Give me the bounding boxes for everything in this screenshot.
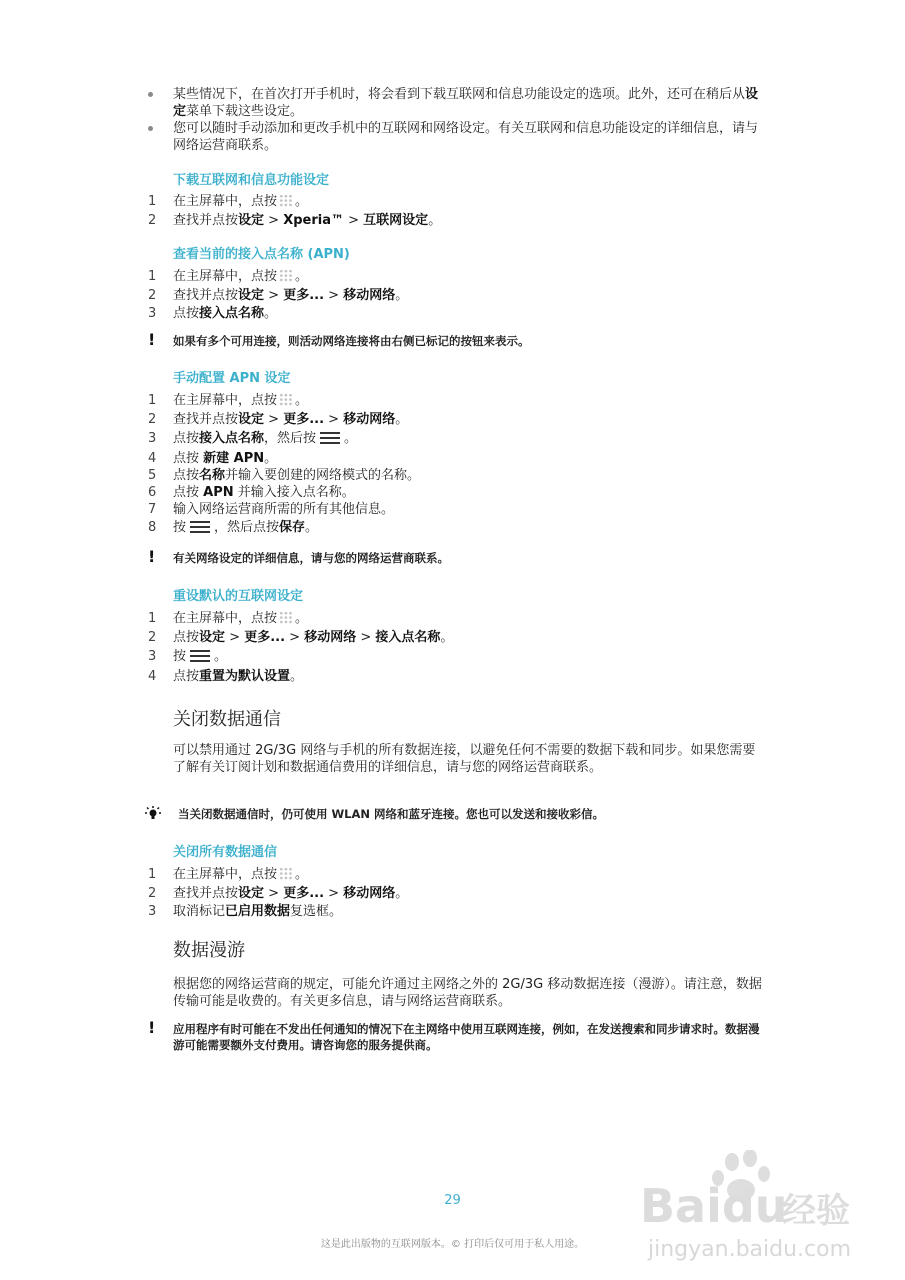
bold-term: 更多... <box>283 412 325 427</box>
step-item: 3 点按接入点名称，然后按 。 <box>148 431 358 446</box>
step-item: 1 在主屏幕中，点按 。 <box>148 867 309 882</box>
warning-icon: ! <box>148 330 156 349</box>
step-text: 。 <box>395 412 409 427</box>
step-text: 。 <box>295 393 309 408</box>
step-item: 1 在主屏幕中，点按 。 <box>148 194 309 209</box>
step-text: 。 <box>264 451 278 466</box>
step-item: 2 查找并点按设定 > Xperia™ > 互联网设定。 <box>148 213 442 228</box>
step-item: 3 按 。 <box>148 649 228 664</box>
step-item: 2 查找并点按设定 > 更多... > 移动网络。 <box>148 886 409 901</box>
step-item: 6 点按 APN 并输入接入点名称。 <box>148 485 355 500</box>
bold-term: 新建 APN <box>203 451 265 466</box>
step-text: 点按 <box>173 630 200 645</box>
paragraph: 可以禁用通过 2G/3G 网络与手机的所有数据连接，以避免任何不需要的数据下载和同步。如果您需要了解有关订阅计划和数据通信费用的详细信息，请与您的网络运营商联系。 <box>173 743 756 775</box>
step-text: 在主屏幕中，点按 <box>173 867 278 882</box>
warning-note <box>148 330 763 349</box>
bullet-text: 某些情况下，在首次打开手机时，将会看到下载互联网和信息功能设定的选项。此外，还可在稍后从 <box>173 87 746 102</box>
step-text: 输入网络运营商所需的所有其他信息。 <box>173 502 395 517</box>
step-text: 点按 <box>173 669 200 684</box>
menu-icon <box>190 520 210 534</box>
watermark-brand-cn: 经验 <box>782 1191 850 1231</box>
step-item: 3 点按接入点名称。 <box>148 306 278 321</box>
bold-term: 移动网络 <box>343 288 396 303</box>
bold-term: 更多... <box>283 288 325 303</box>
step-text: ，然后按 <box>264 431 317 446</box>
footer-note: 这是此出版物的互联网版本。© 打印后仅可用于私人用途。 <box>320 1239 585 1250</box>
separator: > <box>264 213 284 228</box>
bold-term: 保存 <box>279 520 306 535</box>
step-text: 。 <box>295 611 309 626</box>
note-text: 应用程序有时可能在不发出任何通知的情况下在主网络中使用互联网连接，例如，在发送搜索和同步请求时。数据漫游可能需要额外支付费用。请咨询您的服务提供商。 <box>173 1022 760 1052</box>
bold-term: 设定 <box>199 630 226 645</box>
step-text: 查找并点按 <box>173 412 239 427</box>
bold-term: 名称 <box>199 468 226 483</box>
separator: > <box>264 886 284 901</box>
page-number: 29 <box>444 1193 461 1208</box>
apps-grid-icon <box>279 194 293 207</box>
step-text: 。 <box>295 867 309 882</box>
step-item: 1 在主屏幕中，点按 。 <box>148 393 309 408</box>
step-text: 在主屏幕中，点按 <box>173 194 278 209</box>
bullet-text: 您可以随时手动添加和更改手机中的互联网和网络设定。有关互联网和信息功能设定的详细信息，请与网络运营商联系。 <box>173 121 759 153</box>
bold-term: 移动网络 <box>343 886 396 901</box>
note-text: 当关闭数据通信时，仍可使用 WLAN 网络和蓝牙连接。您也可以发送和接收彩信。 <box>178 807 605 821</box>
step-item: 3 取消标记已启用数据复选框。 <box>148 904 343 919</box>
apps-grid-icon <box>279 611 293 624</box>
step-text: 并输入要创建的网络模式的名称。 <box>225 468 421 483</box>
step-text: 。 <box>395 288 409 303</box>
bold-term: 接入点名称 <box>199 431 265 446</box>
warning-icon: ! <box>148 1018 156 1037</box>
separator: > <box>324 288 344 303</box>
step-item: 2 查找并点按设定 > 更多... > 移动网络。 <box>148 288 409 303</box>
step-text: 点按 <box>173 451 204 466</box>
separator: > <box>344 213 364 228</box>
step-text: ，然后点按 <box>214 520 280 535</box>
apps-grid-icon <box>279 867 293 880</box>
step-item: 4 点按重置为默认设置。 <box>148 669 304 684</box>
note-text: 如果有多个可用连接，则活动网络连接将由右侧已标记的按钮来表示。 <box>173 334 530 348</box>
bullet-text: 菜单下载这些设定。 <box>186 104 304 119</box>
step-item: 4 点按 新建 APN。 <box>148 451 278 466</box>
apps-grid-icon <box>279 269 293 282</box>
step-text: 。 <box>290 669 304 684</box>
step-text: 。 <box>344 431 358 446</box>
step-text: 查找并点按 <box>173 886 239 901</box>
step-text: 在主屏幕中，点按 <box>173 269 278 284</box>
bold-term: 更多... <box>283 886 325 901</box>
step-item: 7 输入网络运营商所需的所有其他信息。 <box>148 501 763 518</box>
note-text: 有关网络设定的详细信息，请与您的网络运营商联系。 <box>173 551 449 565</box>
bullet-dot <box>148 92 153 97</box>
bold-term: 设定 <box>238 412 265 427</box>
separator: > <box>264 288 284 303</box>
bullet-item <box>148 120 763 154</box>
paragraph: 根据您的网络运营商的规定，可能允许通过主网络之外的 2G/3G 移动数据连接（漫游）。请注意，数据传输可能是收费的。有关更多信息，请与网络运营商联系。 <box>173 977 762 1009</box>
separator: > <box>324 886 344 901</box>
warning-note <box>148 1018 763 1053</box>
step-text: 复选框。 <box>290 904 343 919</box>
bold-term: 接入点名称 <box>375 630 441 645</box>
sub-heading: 手动配置 APN 设定 <box>173 371 291 386</box>
step-text: 在主屏幕中，点按 <box>173 611 278 626</box>
step-text: 。 <box>305 520 319 535</box>
bold-term: 设定 <box>238 288 265 303</box>
separator: > <box>264 412 284 427</box>
sub-heading: 关闭所有数据通信 <box>173 845 278 860</box>
step-text: 。 <box>428 213 442 228</box>
step-text: 点按 <box>173 485 204 500</box>
watermark-brand: Baidu <box>640 1179 788 1233</box>
step-text: 按 <box>173 649 187 664</box>
bold-term: 接入点名称 <box>199 306 265 321</box>
step-text: 。 <box>295 194 309 209</box>
step-text: 。 <box>214 649 228 664</box>
sub-heading: 下载互联网和信息功能设定 <box>173 173 330 188</box>
step-text: 按 <box>173 520 187 535</box>
step-item: 1 在主屏幕中，点按 。 <box>148 269 309 284</box>
bullet-dot <box>148 126 153 131</box>
step-text: 点按 <box>173 431 200 446</box>
bold-term: 设定 <box>238 886 265 901</box>
bold-term: 设定 <box>238 213 265 228</box>
step-item: 1 在主屏幕中，点按 。 <box>148 611 309 626</box>
step-text: 点按 <box>173 468 200 483</box>
separator: > <box>285 630 305 645</box>
menu-icon <box>190 649 210 663</box>
lightbulb-icon <box>144 806 162 822</box>
menu-icon <box>320 431 340 445</box>
bold-term: 移动网络 <box>304 630 357 645</box>
watermark-url: jingyan.baidu.com <box>648 1237 852 1262</box>
section-title: 关闭数据通信 <box>173 709 281 730</box>
bold-term: 更多... <box>244 630 286 645</box>
step-text: 。 <box>440 630 454 645</box>
step-text: 查找并点按 <box>173 288 239 303</box>
step-item: 8 按 ，然后点按保存。 <box>148 520 319 535</box>
separator: > <box>356 630 376 645</box>
step-text: 。 <box>395 886 409 901</box>
bullet-item <box>148 86 763 120</box>
step-text: 并输入接入点名称。 <box>233 485 355 500</box>
bold-term: 互联网设定 <box>363 213 429 228</box>
step-text: 。 <box>264 306 278 321</box>
step-text: 在主屏幕中，点按 <box>173 393 278 408</box>
step-text: 查找并点按 <box>173 213 239 228</box>
sub-heading: 查看当前的接入点名称 (APN) <box>173 247 350 262</box>
step-text: 取消标记 <box>173 904 226 919</box>
step-item: 2 查找并点按设定 > 更多... > 移动网络。 <box>148 412 409 427</box>
bold-term: 移动网络 <box>343 412 396 427</box>
step-text: 。 <box>295 269 309 284</box>
bold-term: APN <box>203 485 234 500</box>
step-item: 2 点按设定 > 更多... > 移动网络 > 接入点名称。 <box>148 630 454 645</box>
warning-icon: ! <box>148 547 156 566</box>
warning-note <box>148 547 763 566</box>
step-item: 5 点按名称并输入要创建的网络模式的名称。 <box>148 468 421 483</box>
sub-heading: 重设默认的互联网设定 <box>173 589 304 604</box>
bold-term: 已启用数据 <box>225 904 291 919</box>
apps-grid-icon <box>279 393 293 406</box>
separator: > <box>324 412 344 427</box>
bold-term: Xperia™ <box>283 213 344 228</box>
section-title: 数据漫游 <box>173 940 245 961</box>
bold-term: 重置为默认设置 <box>199 669 291 684</box>
separator: > <box>225 630 245 645</box>
step-text: 点按 <box>173 306 200 321</box>
bold-term: 设定 <box>173 87 759 119</box>
tip-note <box>148 806 763 822</box>
